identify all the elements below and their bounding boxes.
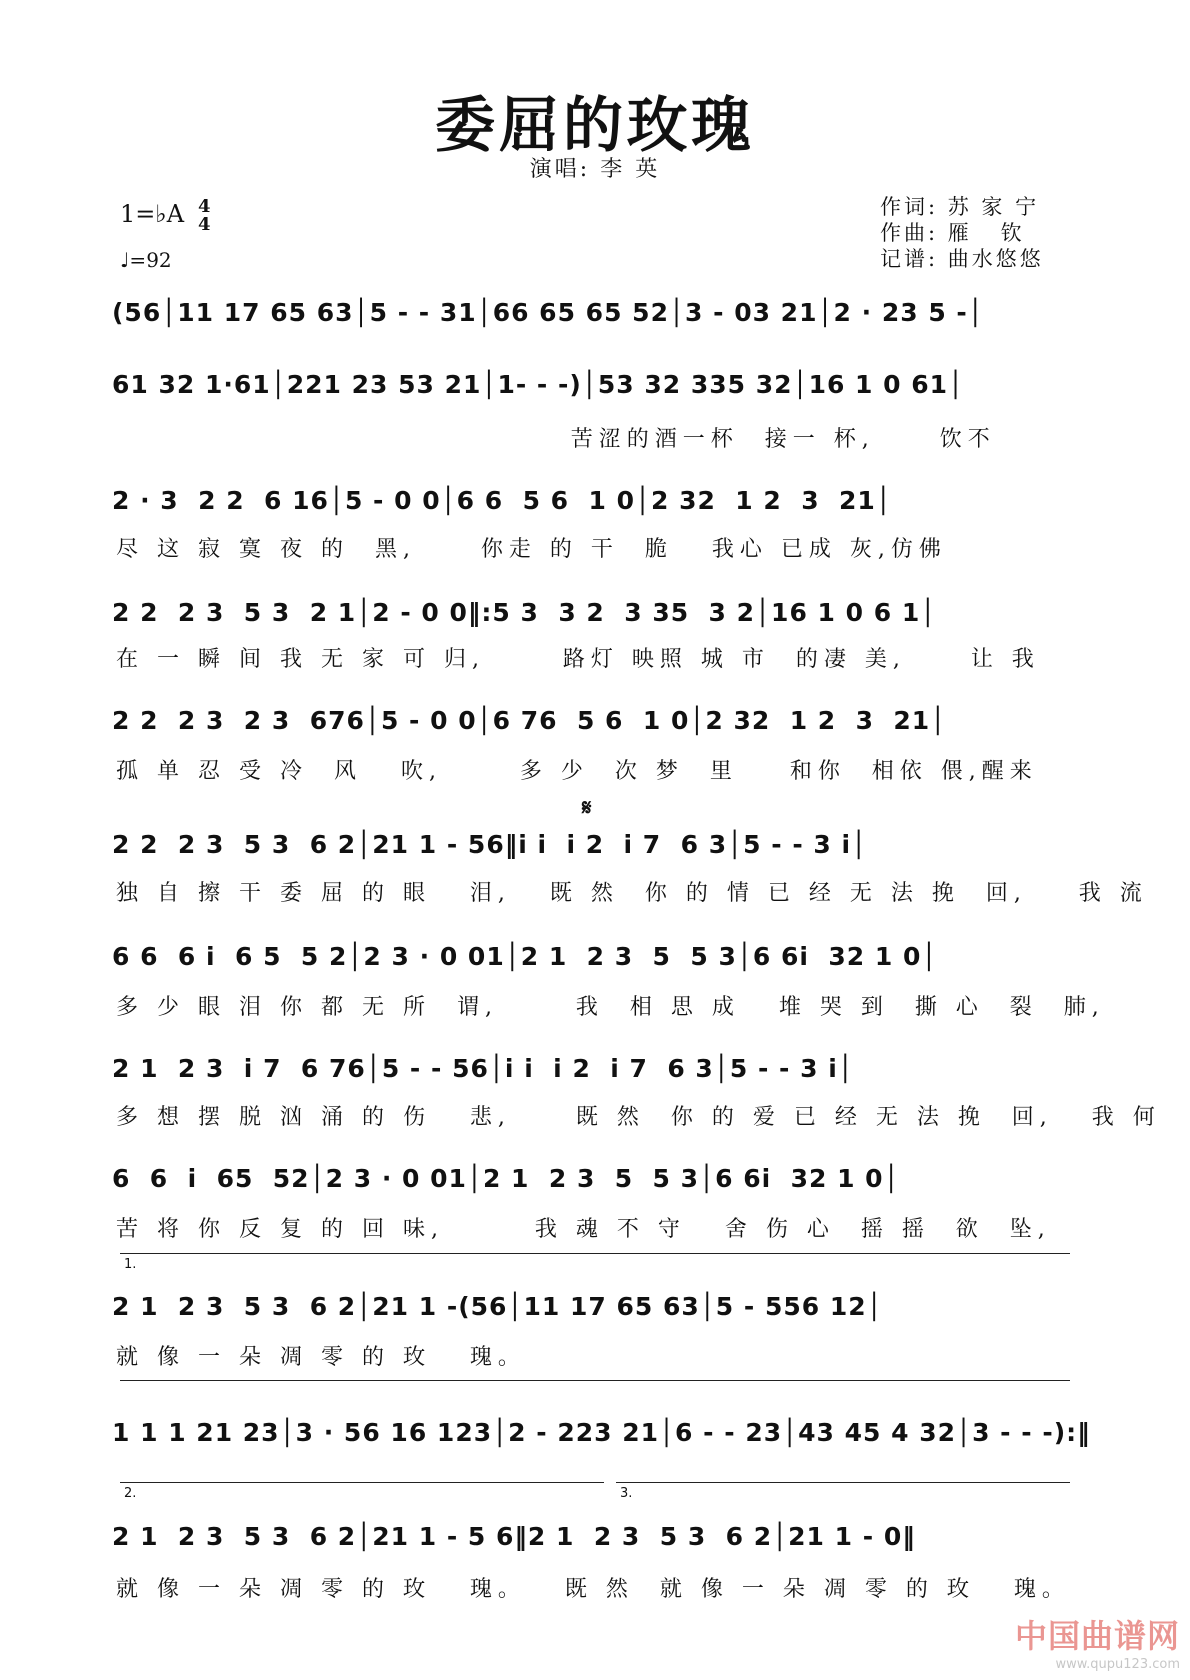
lyric-row: 苦涩的酒一杯 接一 杯, 饮不 [116, 427, 996, 452]
volta-1-label: 1. [124, 1257, 137, 1272]
composer-credit: 作曲: 雁 钦 [880, 221, 1025, 245]
time-signature-top: 4 [198, 196, 211, 217]
notation-row: 2 1 2 3 5 3 6 2│21 1 - 5 6‖2 1 2 3 5 3 6 2│21 1 - 0‖ [112, 1522, 916, 1551]
time-signature-bottom: 4 [198, 214, 211, 235]
time-signature [198, 198, 211, 234]
notation-row: 6 6 i 65 52│2 3 · 0 01│2 1 2 3 5 5 3│6 6i 32 1 0│ [112, 1164, 900, 1193]
lyric-row: 苦 将 你 反 复 的 回 味, 我 魂 不 守 舍 伤 心 摇 摇 欲 坠, [116, 1217, 1051, 1242]
song-title: 委屈的玫瑰 [435, 91, 755, 161]
lyric-row: 尽 这 寂 寞 夜 的 黑, 你走 的 干 脆 我心 已成 灰,仿佛 [116, 537, 947, 562]
watermark [1015, 1611, 1180, 1672]
notation-row: 2 1 2 3 5 3 6 2│21 1 -(56│11 17 65 63│5 - 556 12│ [112, 1292, 883, 1321]
volta-1-bracket [120, 1253, 1070, 1254]
notation-row: 2 2 2 3 2 3 676│5 - 0 0│6 76 5 6 1 0│2 32 1 2 3 21│ [112, 706, 947, 735]
transcriber-credit: 记谱: 曲水悠悠 [880, 247, 1044, 271]
lyric-row: 独 自 擦 干 委 屈 的 眼 泪, 既 然 你 的 情 已 经 无 法 挽 回, 我 流 [116, 881, 1148, 906]
watermark-site: 中国曲谱网 [1014, 1617, 1180, 1655]
notation-row: (56│11 17 65 63│5 - - 31│66 65 65 52│3 - 03 21│2 · 23 5 -│ [112, 298, 984, 327]
lyric-row: 就 像 一 朵 凋 零 的 玫 瑰。 [116, 1345, 526, 1370]
lyric-row: 多 少 眼 泪 你 都 无 所 谓, 我 相 思 成 堆 哭 到 撕 心 裂 肺, [116, 995, 1105, 1020]
notation-row: 6 6 6 i 6 5 5 2│2 3 · 0 01│2 1 2 3 5 5 3│6 6i 32 1 0│ [112, 942, 938, 971]
notation-row: 2 · 3 2 2 6 16│5 - 0 0│6 6 5 6 1 0│2 32 1 2 3 21│ [112, 486, 892, 515]
volta-3-bracket [616, 1482, 1070, 1483]
segno-sign: 𝄋 [582, 795, 592, 821]
volta-1-continuation [120, 1380, 1070, 1381]
notation-row: 2 2 2 3 5 3 6 2│21 1 - 56‖i i i 2 i 7 6 3│5 - - 3 i│ [112, 830, 868, 859]
credits-block [880, 194, 1044, 272]
lyric-row: 孤 单 忍 受 冷 风 吹, 多 少 次 梦 里 和你 相依 偎,醒来 [116, 759, 1038, 784]
notation-row: 2 1 2 3 i 7 6 76│5 - - 56│i i i 2 i 7 6 3│5 - - 3 i│ [112, 1054, 854, 1083]
volta-2-bracket [120, 1482, 604, 1483]
volta-3-label: 3. [620, 1486, 633, 1501]
notation-row: 61 32 1·61│221 23 53 21│1- - -)│53 32 335 32│16 1 0 61│ [112, 370, 965, 399]
lyric-row: 多 想 摆 脱 汹 涌 的 伤 悲, 既 然 你 的 爱 已 经 无 法 挽 回, 我 何 [116, 1105, 1161, 1130]
key-signature: 1=♭A [120, 200, 185, 228]
notation-row: 1 1 1 21 23│3 · 56 16 123│2 - 223 21│6 - - 23│43 45 4 32│3 - - -):‖ [112, 1418, 1091, 1447]
singer-line: 演唱: 李 英 [529, 157, 661, 182]
tempo-marking: ♩=92 [120, 248, 172, 272]
volta-2-label: 2. [124, 1486, 137, 1501]
watermark-url: www.qupu123.com [1055, 1657, 1180, 1672]
lyric-row: 就 像 一 朵 凋 零 的 玫 瑰。 既 然 就 像 一 朵 凋 零 的 玫 瑰。 [116, 1577, 1070, 1602]
lyricist-credit: 作词: 苏 家 宁 [880, 195, 1040, 219]
lyric-row: 在 一 瞬 间 我 无 家 可 归, 路灯 映照 城 市 的凄 美, 让 我 [116, 647, 1040, 672]
notation-row: 2 2 2 3 5 3 2 1│2 - 0 0‖:5 3 3 2 3 35 3 2│16 1 0 6 1│ [112, 598, 937, 627]
